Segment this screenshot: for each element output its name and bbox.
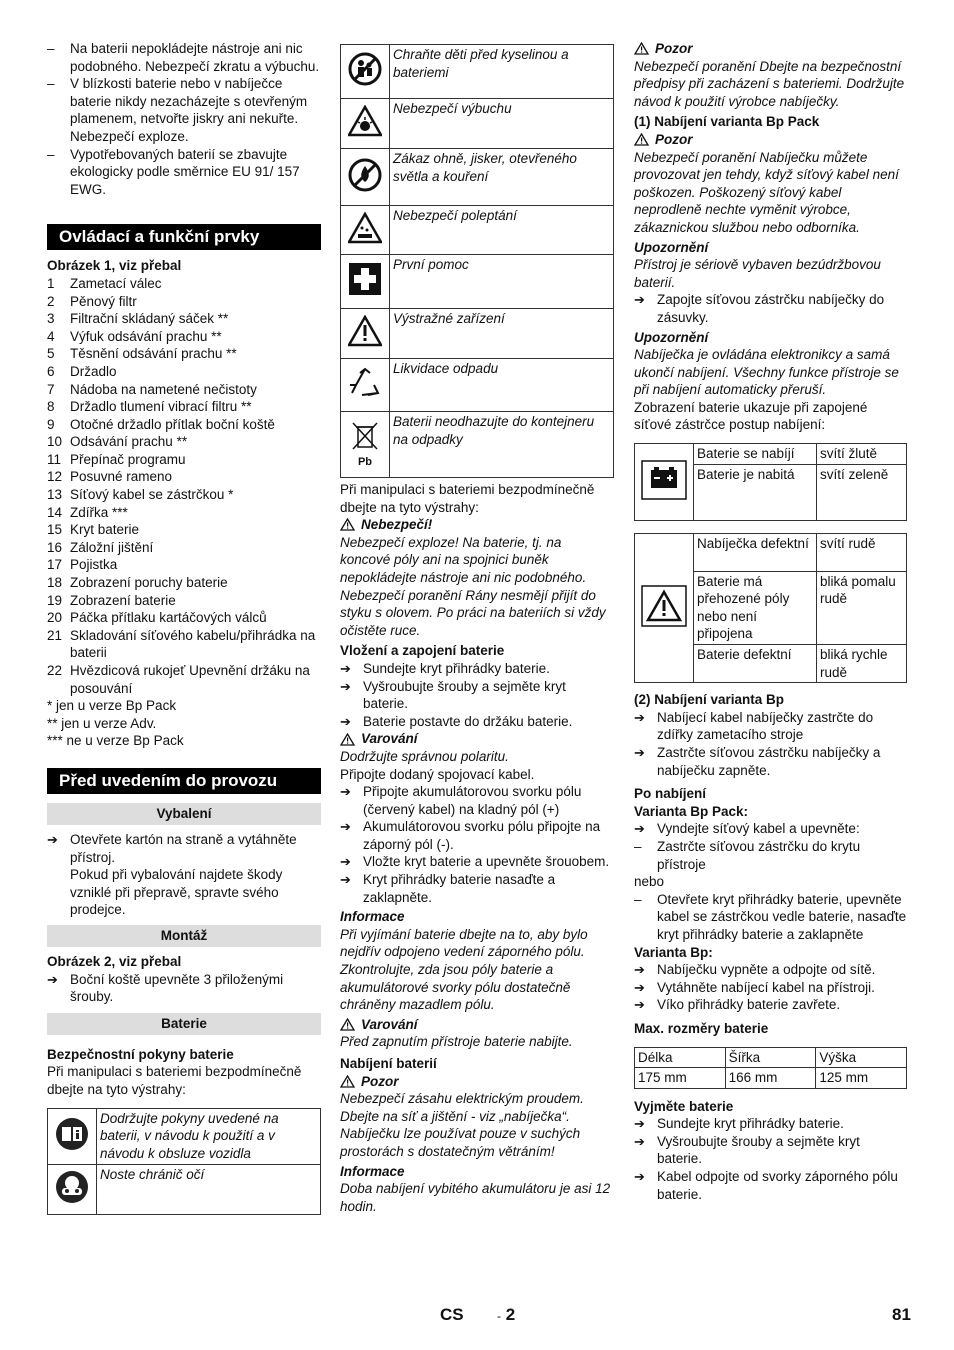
list-item — [47, 521, 321, 539]
column-1 — [47, 40, 321, 1215]
list-item — [47, 398, 321, 416]
icon-description: Výstražné zařízení — [390, 309, 614, 359]
dims-header: Výška — [816, 1047, 907, 1068]
arrow-icon: ➔ — [634, 709, 645, 725]
notice-text: Nabíječka je ovládána elektronikcy a samá ukončí nabíjení. Všechny funkce přístroje se při nabíjení automaticky přeruší. — [634, 347, 899, 398]
arrow-icon: ➔ — [634, 821, 645, 837]
warning-triangle-icon — [634, 133, 649, 146]
item-number: 7 — [47, 381, 55, 397]
item-label: Filtrační skládaný sáček ** — [70, 311, 229, 327]
goggles-icon — [48, 1164, 97, 1214]
step-item: ➔ Baterie postavte do držáku baterie. — [340, 713, 573, 729]
item-number: 4 — [47, 328, 55, 344]
list-item — [47, 381, 321, 399]
info-heading: Informace — [340, 909, 405, 925]
footnote: * jen u verze Bp Pack — [47, 698, 177, 714]
item-label: Kryt baterie — [70, 522, 140, 538]
bullet-text: Vypotřebovaných baterií se zbavujte ekologicky podle směrnice EU 91/ 157 EWG. — [70, 146, 300, 197]
notice-heading: Upozornění — [634, 239, 709, 255]
page-number: 81 — [892, 1305, 911, 1324]
item-label: Pěnový filtr — [70, 293, 137, 309]
arrow-icon: ➔ — [340, 713, 351, 729]
figure-label: Obrázek 2, viz přebal — [47, 953, 182, 969]
warning-triangle-icon — [340, 518, 355, 531]
intro-text: Při manipulaci s bateriemi bezpodmínečně dbejte na tyto výstrahy: — [340, 482, 595, 515]
column-3 — [634, 40, 907, 1203]
status-table-fault — [634, 533, 907, 684]
section-heading: Před uvedením do provozu — [47, 768, 321, 794]
arrow-icon: ➔ — [634, 1116, 645, 1132]
step-item: ➔ Vyšroubujte šrouby a sejměte kryt baterie. — [340, 678, 566, 712]
list-item — [47, 275, 321, 293]
no-fire-icon — [341, 149, 390, 206]
corrosive-icon — [341, 206, 390, 255]
column-2 — [340, 44, 614, 1215]
arrow-icon: ➔ — [634, 997, 645, 1013]
step-item: ➔ Sundejte kryt přihrádky baterie. — [340, 660, 550, 676]
item-label: Zdířka *** — [70, 504, 128, 520]
item-label: Držadlo — [70, 363, 117, 379]
caution-text: Nebezpečí poranění Dbejte na bezpečnostní předpisy při zacházení s bateriemi. Dodržujte návod k použití výrobce nabíječky. — [634, 58, 905, 109]
step-item: ➔ Vyšroubujte šrouby a sejměte kryt baterie. — [634, 1133, 860, 1167]
step-item: ➔ Připojte akumulátorovou svorku pólu (červený kabel) na kladný pól (+) — [340, 784, 582, 817]
list-item — [47, 293, 321, 311]
warning-heading: Varování — [340, 730, 614, 748]
subsection-heading: Baterie — [47, 1013, 321, 1035]
caution-text: Nebezpečí zásahu elektrickým proudem. Dbejte na síť a jištění - viz „nabíječka“. Nabíječku lze používat pouze v suchých prostorách s dostatečným větráním! — [340, 1091, 584, 1159]
item-label: Pojistka — [70, 557, 118, 573]
recycle-icon — [341, 359, 390, 412]
step-item: ➔ Víko přihrádky baterie zavřete. — [634, 997, 841, 1013]
danger-text: Nebezpečí exploze! Na baterie, tj. na koncové póly ani na spojnici buněk nepokládejte nástroje ani nic podobného. — [340, 534, 587, 585]
subheading: Nabíjení baterií — [340, 1056, 437, 1071]
status-state: Baterie má přehozené póly nebo není připojena — [694, 571, 817, 644]
warning-heading: Varování — [340, 1016, 614, 1034]
list-item — [47, 468, 321, 486]
body-text: Zobrazení baterie ukazuje při zapojené síťové zástrčce postup nabíjení: — [634, 399, 868, 433]
arrow-icon: ➔ — [47, 971, 58, 987]
item-number: 6 — [47, 363, 55, 379]
caution-text: Nebezpečí poranění Nabíječku můžete provozovat jen tehdy, když síťový kabel není poškozen. Poškozený síťový kabel neprodleně nechte vyměnit výrobce, zákaznickou službou nebo odborníka. — [634, 149, 899, 235]
danger-text: Nebezpečí poranění Rány nesmějí přijít do styku s olovem. Po práci na bateriích si vždy očistěte ruce. — [340, 587, 606, 638]
caution-heading: Pozor — [340, 1073, 614, 1091]
icon-table — [340, 44, 614, 478]
item-label: Těsnění odsávání prachu ** — [70, 346, 237, 362]
item-label: Zobrazení baterie — [70, 592, 176, 608]
arrow-icon: ➔ — [634, 1133, 645, 1149]
arrow-icon: ➔ — [340, 660, 351, 676]
status-light: svítí rudě — [817, 533, 907, 571]
list-item — [47, 539, 321, 557]
arrow-icon: ➔ — [634, 745, 645, 760]
step-item: ➔ Kryt přihrádky baterie nasaďte a zaklapněte. — [340, 872, 556, 905]
list-item — [47, 574, 321, 592]
arrow-icon: ➔ — [340, 872, 351, 888]
list-item — [47, 363, 321, 381]
item-number: 2 — [47, 293, 55, 309]
icon-description: První pomoc — [390, 255, 614, 309]
item-label: Nádoba na nametené nečistoty — [70, 381, 257, 397]
arrow-icon: ➔ — [634, 292, 645, 308]
steps-list — [634, 1115, 907, 1203]
keep-children-away-icon — [341, 45, 390, 99]
bullet-text: Na baterii nepokládejte nástroje ani nic podobného. Nebezpečí zkratu a výbuchu. — [70, 41, 320, 74]
caution-heading: Pozor — [634, 131, 907, 149]
warning-text: Dodržujte správnou polaritu. — [340, 748, 509, 764]
status-state: Baterie defektní — [694, 645, 817, 683]
bullet-item: – Vypotřebovaných baterií se zbavujte ekologicky podle směrnice EU 91/ 157 EWG. — [47, 146, 321, 199]
subheading: (1) Nabíjení varianta Bp Pack — [634, 114, 820, 130]
bullet-item: – Na baterii nepokládejte nástroje ani nic podobného. Nebezpečí zkratu a výbuchu. — [47, 41, 320, 74]
item-number: 18 — [47, 575, 63, 591]
section-heading: Ovládací a funkční prvky — [47, 224, 321, 250]
step-item: ➔ Boční koště upevněte 3 přiloženými šrouby. — [47, 971, 284, 1005]
notice-text: Přístroj je sériově vybaven bezúdržbovou baterií. — [634, 257, 881, 290]
info-heading: Informace — [340, 1163, 405, 1179]
subheading: (2) Nabíjení varianta Bp — [634, 692, 785, 708]
intro-text: Při manipulaci s bateriemi bezpodmínečně dbejte na tyto výstrahy: — [47, 1064, 302, 1097]
warning-icon — [635, 533, 694, 683]
manual-icon — [48, 1108, 97, 1164]
icon-description: Likvidace odpadu — [390, 359, 614, 412]
item-number: 14 — [47, 504, 63, 520]
item-number: 5 — [47, 346, 55, 362]
icon-description: Noste chránič očí — [97, 1164, 321, 1214]
item-label: Zametací válec — [70, 275, 162, 291]
status-light: svítí žlutě — [817, 444, 907, 465]
info-text: Při vyjímání baterie dbejte na to, aby bylo nejdřív odpojeno vedení záporného pólu. Zkontrolujte, zda jsou póly baterie a akumulátorové svorky pólu dostatečně chráněny mazadlem pólu. — [340, 926, 588, 1013]
list-item — [47, 609, 321, 627]
dimensions-table — [634, 1047, 907, 1089]
warning-triangle-icon — [634, 42, 649, 55]
subheading: Max. rozměry baterie — [634, 1020, 769, 1036]
item-label: Držadlo tlumení vibrací filtru ** — [70, 399, 252, 415]
item-number: 15 — [47, 522, 63, 538]
status-state: Baterie je nabitá — [694, 464, 817, 520]
subsection-heading: Montáž — [47, 925, 321, 947]
step-item: ➔ Vyndejte síťový kabel a upevněte: — [634, 821, 860, 837]
battery-icon — [635, 444, 694, 521]
list-item — [47, 345, 321, 363]
dims-value: 175 mm — [635, 1068, 726, 1089]
subheading: Vyjměte baterie — [634, 1098, 734, 1114]
info-text: Doba nabíjení vybitého akumulátoru je asi 12 hodin. — [340, 1181, 611, 1214]
warning-text: Před zapnutím přístroje baterie nabijte. — [340, 1034, 573, 1050]
item-number: 16 — [47, 539, 63, 555]
item-label: Síťový kabel se zástrčkou * — [70, 487, 234, 503]
status-state: Nabíječka defektní — [694, 533, 817, 571]
step-item: ➔ Vytáhněte nabíjecí kabel na přístroji. — [634, 979, 875, 995]
item-label: Otočné držadlo přítlak boční koště — [70, 416, 275, 432]
item-label: Páčka přítlaku kartáčových válců — [70, 610, 267, 626]
arrow-icon: ➔ — [340, 678, 351, 694]
subheading: Vložení a zapojení baterie — [340, 643, 505, 659]
subheading: Po nabíjení — [634, 786, 707, 802]
subheading: Varianta Bp: — [634, 944, 713, 960]
item-label: Odsávání prachu ** — [70, 434, 188, 450]
list-item — [47, 451, 321, 469]
step-item: ➔ Zastrčte síťovou zástrčku nabíječky a nabíječku zapněte. — [634, 745, 881, 778]
status-table-charging — [634, 443, 907, 521]
list-item — [47, 662, 321, 697]
item-number: 8 — [47, 399, 55, 415]
item-label: Hvězdicová rukojeť Upevnění držáku na posouvání — [70, 663, 310, 696]
icon-description: Baterii neodhazujte do kontejneru na odpadky — [390, 412, 614, 478]
list-item — [47, 416, 321, 434]
status-light: bliká pomalu rudě — [817, 571, 907, 644]
item-number: 1 — [47, 275, 55, 291]
or-text: nebo — [634, 874, 665, 890]
icon-table — [47, 1108, 321, 1215]
dims-value: 166 mm — [725, 1068, 816, 1089]
step-item: ➔ Vložte kryt baterie a upevněte šrouobem. — [340, 854, 610, 870]
arrow-icon: ➔ — [340, 784, 351, 800]
warning-icon — [341, 309, 390, 359]
warning-triangle-icon — [340, 733, 355, 746]
list-item — [47, 592, 321, 610]
status-state: Baterie se nabíjí — [694, 444, 817, 465]
step-item: ➔ Sundejte kryt přihrádky baterie. — [634, 1116, 844, 1132]
item-number: 13 — [47, 487, 63, 503]
bullet-item: – Zastrčte síťovou zástrčku do krytu přístroje — [634, 838, 861, 872]
body-text: Připojte dodaný spojovací kabel. — [340, 766, 535, 782]
item-label: Skladování síťového kabelu/přihrádka na baterii — [70, 627, 316, 661]
item-label: Výfuk odsávání prachu ** — [70, 328, 222, 344]
item-number: 19 — [47, 592, 63, 608]
pb-label: Pb — [357, 455, 373, 468]
step-item: ➔ Nabíjecí kabel nabíječky zastrčte do zdířky zametacího stroje — [634, 709, 874, 743]
bullet-text: V blízkosti baterie nebo v nabíječce baterie nikdy nezacházejte s otevřeným plamenem, netvořte jiskry ani nekuřte. Nebezpečí exploze. — [70, 76, 308, 144]
warning-triangle-icon — [340, 1018, 355, 1031]
item-number: 3 — [47, 311, 55, 327]
warning-triangle-icon — [340, 1075, 355, 1088]
status-light: bliká rychle rudě — [817, 645, 907, 683]
list-item — [47, 486, 321, 504]
danger-heading: Nebezpečí! — [340, 516, 614, 534]
item-number: 17 — [47, 557, 63, 573]
item-number: 12 — [47, 469, 63, 485]
item-number: 9 — [47, 416, 55, 432]
crossed-bin-icon — [341, 412, 390, 478]
step-item: ➔ Akumulátorovou svorku pólu připojte na záporný pól (-). — [340, 819, 601, 852]
subheading: Bezpečnostní pokyny baterie — [47, 1046, 234, 1062]
steps-list — [634, 709, 907, 779]
step-item: ➔ Nabíječku vypněte a odpojte od sítě. — [634, 962, 876, 978]
figure-label: Obrázek 1, viz přebal — [47, 258, 182, 274]
item-label: Záložní jištění — [70, 539, 154, 555]
steps-list — [340, 783, 614, 906]
item-number: 10 — [47, 434, 63, 450]
footnote: *** ne u verze Bp Pack — [47, 733, 184, 749]
item-label: Zobrazení poruchy baterie — [70, 575, 228, 591]
list-item — [47, 556, 321, 574]
footer-language: CS — [440, 1305, 464, 1324]
step-item: ➔ Kabel odpojte od svorky záporného pólu baterie. — [634, 1169, 898, 1202]
arrow-icon: ➔ — [340, 854, 351, 870]
item-label: Přepínač programu — [70, 451, 186, 467]
steps-list — [634, 961, 907, 1014]
caution-heading: Pozor — [634, 40, 907, 58]
notice-heading: Upozornění — [634, 329, 709, 345]
subsection-heading: Vybalení — [47, 803, 321, 825]
item-number: 20 — [47, 610, 63, 626]
bullet-item: – Otevřete kryt přihrádky baterie, upevněte kabel se zástrčkou vedle baterie, nasaďte kryt přihrádky baterie a zaklapněte — [634, 891, 907, 942]
dims-header: Délka — [635, 1047, 726, 1068]
item-label: Posuvné rameno — [70, 469, 173, 485]
list-item — [47, 433, 321, 451]
icon-description: Zákaz ohně, jisker, otevřeného světla a kouření — [390, 149, 614, 206]
arrow-icon: ➔ — [47, 831, 58, 847]
icon-description: Nebezpečí výbuchu — [390, 99, 614, 149]
explosion-icon — [341, 99, 390, 149]
arrow-icon: ➔ — [340, 819, 351, 835]
step-item: ➔ Otevřete kartón na straně a vytáhněte přístroj. — [47, 831, 297, 865]
item-number: 21 — [47, 627, 63, 643]
first-aid-icon — [341, 255, 390, 309]
footer-subpage: - 2 — [497, 1305, 516, 1324]
item-number: 11 — [47, 451, 62, 467]
parts-list — [47, 275, 321, 697]
list-item — [47, 310, 321, 328]
dims-value: 125 mm — [816, 1068, 907, 1089]
subheading: Varianta Bp Pack: — [634, 803, 749, 819]
note-text: Pokud při vybalování najdete škody vzniklé při přepravě, spravte svého prodejce. — [70, 867, 283, 918]
footnote: ** jen u verze Adv. — [47, 715, 157, 731]
dims-header: Šířka — [725, 1047, 816, 1068]
arrow-icon: ➔ — [634, 962, 645, 978]
step-item: ➔ Zapojte síťovou zástrčku nabíječky do zásuvky. — [634, 292, 885, 325]
arrow-icon: ➔ — [634, 1169, 645, 1185]
arrow-icon: ➔ — [634, 979, 645, 995]
icon-description: Dodržujte pokyny uvedené na baterii, v návodu k použití a v návodu k obsluze vozidla — [97, 1108, 321, 1164]
icon-description: Chraňte děti před kyselinou a bateriemi — [390, 45, 614, 99]
list-item — [47, 504, 321, 522]
list-item — [47, 328, 321, 346]
bullet-item: – V blízkosti baterie nebo v nabíječce baterie nikdy nezacházejte s otevřeným plamenem, netvořte jiskry ani nekuřte. Nebezpečí exploze. — [47, 75, 321, 145]
item-number: 22 — [47, 663, 63, 678]
icon-description: Nebezpečí poleptání — [390, 206, 614, 255]
status-light: svítí zeleně — [817, 464, 907, 520]
steps-list — [340, 660, 614, 730]
list-item — [47, 627, 321, 662]
